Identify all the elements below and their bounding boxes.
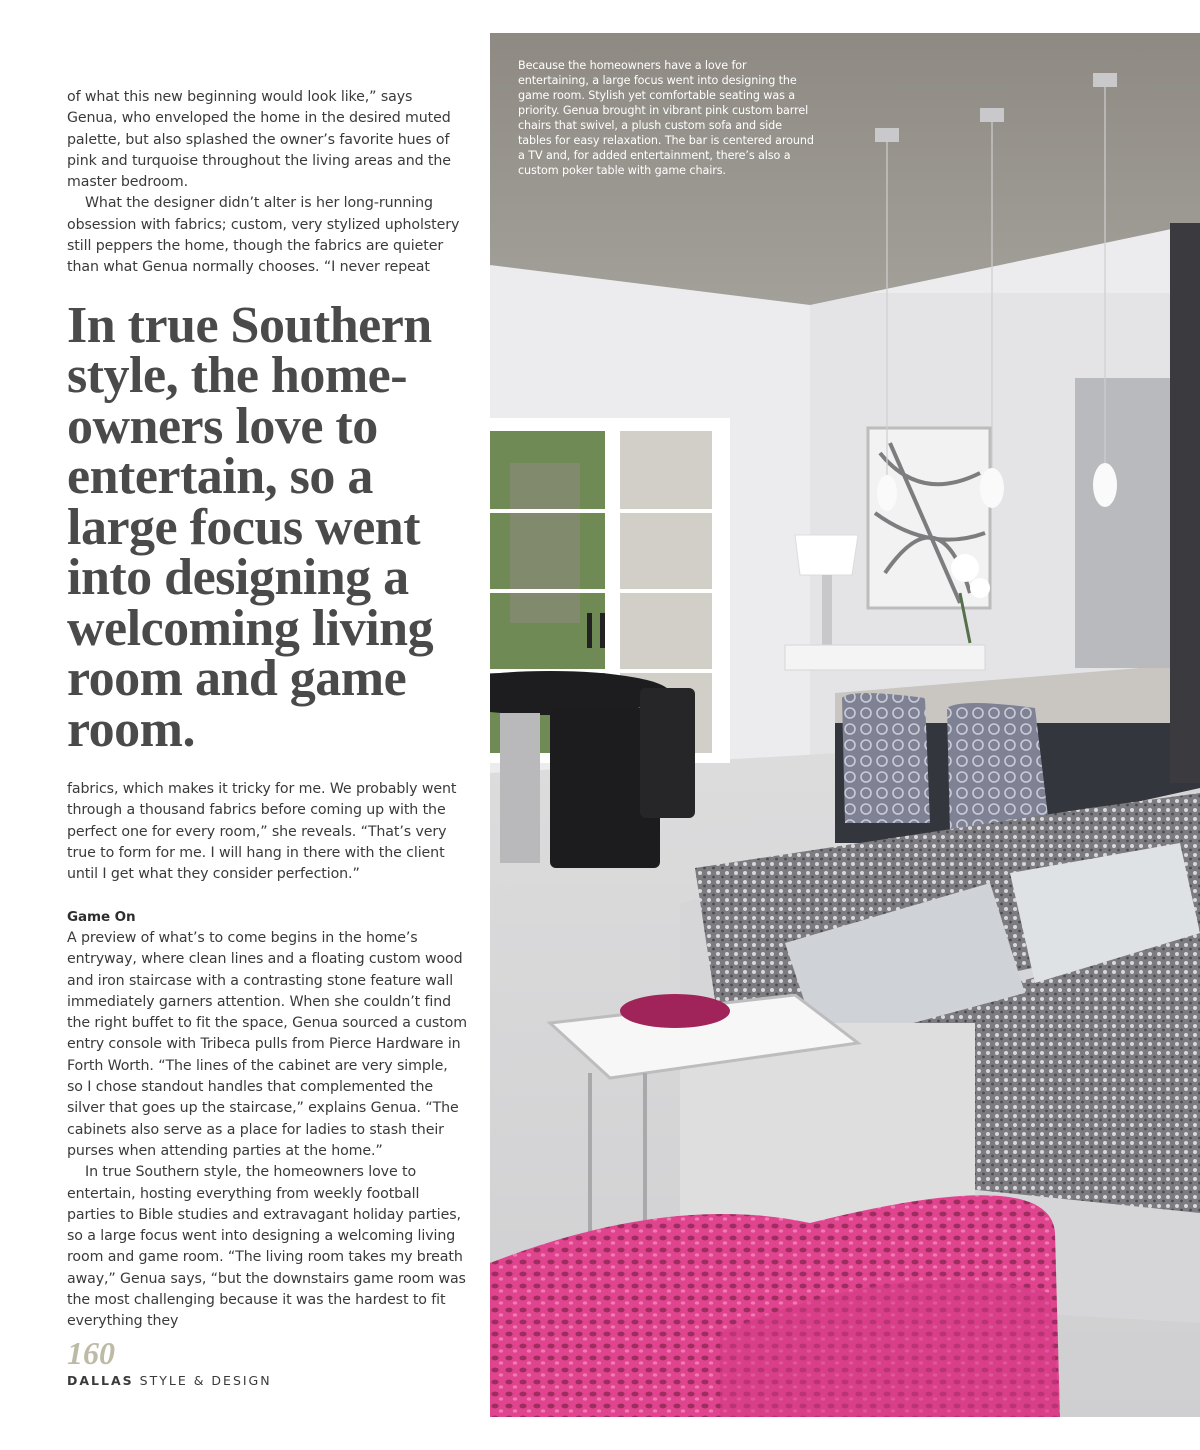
table-lamp [795, 535, 858, 575]
page-footer [67, 1335, 272, 1388]
console [785, 645, 985, 670]
magazine-name-bold: DALLAS [67, 1373, 134, 1388]
doorway [1075, 378, 1170, 668]
article-paragraph: fabrics, which makes it tricky for me. We probably went through a thousand fabrics before coming up with the perfect one for every room,” she reveals. “That’s very true to form for me. I will hang in there with the client until I get what they consider perfection.” [67, 781, 457, 883]
pendant-light [980, 468, 1004, 508]
bar-stool [947, 703, 1050, 833]
bar-stool [842, 693, 930, 823]
article-paragraph: of what this new beginning would look like,” says Genua, who enveloped the home in the desired muted palette, but also splashed the owner’s favorite hues of pink and turquoise throughout the living areas and the master bedroom. [67, 89, 451, 191]
photo-caption: Because the homeowners have a love for entertaining, a large focus went into designing the game room. Stylish yet comfortable seating was a priority. Genua brought in vibrant pink custom barrel chairs that swivel, a plush custom sofa and side tables for easy relaxation. The bar is centered around a TV and, for added entertainment, there’s also a custom poker table with game chairs. [518, 59, 814, 177]
article-paragraph: In true Southern style, the homeowners love to entertain, hosting everything from weekly football parties to Bible studies and extravagant holiday parties, so a large focus went into designing a welcoming living room and game room. “The living room takes my breath away,” Genua says, “but the downstairs game room was the most challenging because it was the hardest to fit everything they [67, 1164, 466, 1330]
article-column [67, 87, 467, 1333]
abstract-artwork [868, 428, 990, 608]
heart-dish [620, 994, 730, 1028]
page-number: 160 [67, 1335, 115, 1371]
tree-trunk [510, 463, 580, 623]
pull-quote: In true Southern style, the home-owners love to entertain, so a large focus went into designing a welcoming living room and game room. [67, 296, 434, 758]
pendant-light [877, 475, 897, 511]
door-handle-icon [587, 613, 592, 648]
interior-photo-illustration [490, 33, 1200, 1417]
article-paragraph: What the designer didn’t alter is her long-running obsession with fabrics; custom, very stylized upholstery still peppers the home, though the fabrics are quieter than what Genua normally chooses. “I never repeat [67, 195, 460, 276]
article-paragraph: A preview of what’s to come begins in the home’s entryway, where clean lines and a floating custom wood and iron staircase with a contrasting stone feature wall immediately garners attention. When she couldn’t find the right buffet to fit the space, Genua sourced a custom entry console with Tribeca pulls from Pierce Hardware in Forth Worth. “The lines of the cabinet are very simple, so I chose standout handles that complemented the silver that goes up the staircase,” explains Genua. “The cabinets also serve as a place for ladies to stash their purses when attending parties at the home.” [67, 929, 467, 1159]
cabinetry [1170, 223, 1200, 783]
magazine-name-rest: STYLE & DESIGN [139, 1373, 272, 1388]
magazine-name [67, 1373, 272, 1388]
game-chair [640, 688, 695, 818]
pendant-light [1093, 463, 1117, 507]
section-subhead: Game On [67, 908, 136, 925]
article-body-bottom [67, 779, 467, 1332]
article-body-top [67, 87, 467, 279]
interior-photo [490, 33, 1200, 1417]
orchid [951, 554, 979, 582]
